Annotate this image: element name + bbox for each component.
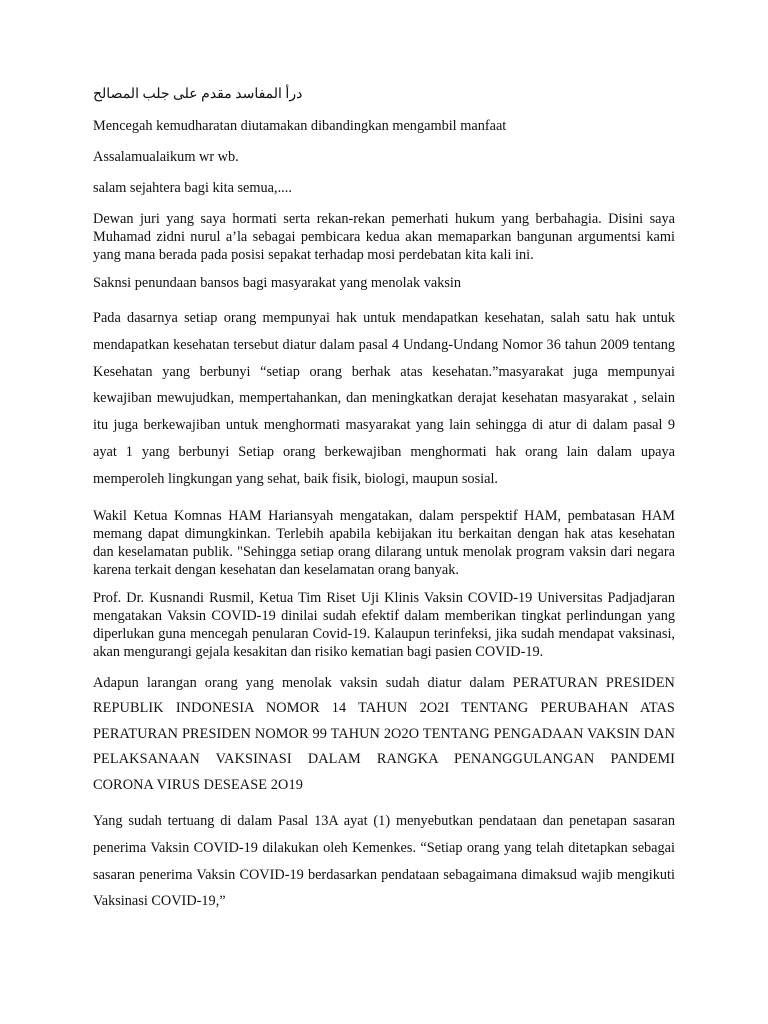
kusnandi-paragraph: Prof. Dr. Kusnandi Rusmil, Ketua Tim Riset Uji Klinis Vaksin COVID-19 Universitas Padjadjaran mengatakan Vaksin COVID-19 dinilai sudah efektif dalam memberikan tingkat perlindungan yang diperlukan guna mencegah penularan Covid-19. Kalaupun terinfeksi, jika sudah mendapat vaksinasi, akan mengurangi gejala kesakitan dan risiko kematian bagi pasien COVID-19. (93, 589, 675, 660)
translation-line: Mencegah kemudharatan diutamakan dibandingkan mengambil manfaat (93, 118, 507, 134)
pasal-13a-paragraph: Yang sudah tertuang di dalam Pasal 13A ayat (1) menyebutkan pendataan dan penetapan sasaran penerima Vaksin COVID-19 dilakukan oleh Kemenkes. “Setiap orang yang telah ditetapkan sebagai sasaran penerima Vaksin COVID-19 berdasarkan pendataan sebagaimana dimaksud wajib mengikuti Vaksinasi COVID-19,” (93, 813, 675, 910)
komnas-ham-paragraph: Wakil Ketua Komnas HAM Hariansyah mengatakan, dalam perspektif HAM, pembatasan HAM memang dapat dimungkinkan. Terlebih apabila kebijakan itu berkaitan dengan hak atas kesehatan dan keselamatan publik. "Sehingga setiap orang dilarang untuk menolak program vaksin dari negara karena terkait dengan kesehatan dan keselamatan orang banyak. (93, 507, 675, 578)
arabic-heading: درأ المفاسد مقدم على جلب المصالح (93, 87, 303, 102)
greeting-line: Assalamualaikum wr wb. (93, 149, 239, 165)
perpres-paragraph: Adapun larangan orang yang menolak vaksin sudah diatur dalam PERATURAN PRESIDEN REPUBLIK INDONESIA NOMOR 14 TAHUN 2O2I TENTANG PERUBAHAN ATAS PERATURAN PRESIDEN NOMOR 99 TAHUN 2O2O TENTANG PENGADAAN VAKSIN DAN PELAKSANAAN VAKSINASI DALAM RANGKA PENANGGULANGAN PANDEMI CORONA VIRUS DESEASE 2O19 (93, 674, 675, 793)
opening-paragraph: Dewan juri yang saya hormati serta rekan-rekan pemerhati hukum yang berbahagia. Disini saya Muhamad zidni nurul a’la sebagai pembicara kedua akan memaparkan bangunan argumentsi kami yang mana berada pada posisi sepakat terhadap mosi perdebatan kita kali ini. (93, 211, 675, 263)
health-rights-paragraph: Pada dasarnya setiap orang mempunyai hak untuk mendapatkan kesehatan, salah satu hak untuk mendapatkan kesehatan tersebut diatur dalam pasal 4 Undang-Undang Nomor 36 tahun 2009 tentang Kesehatan yang berbunyi “setiap orang berhak atas kesehatan.”masyarakat juga mempunyai kewajiban mewujudkan, mempertahankan, dan meningkatkan derajat kesehatan masyarakat , selain itu juga berkewajiban untuk menghormati masyarakat yang lain sehingga di atur di dalam pasal 9 ayat 1 yang berbunyi Setiap orang berkewajiban menghormati hak orang lain dalam upaya memperoleh lingkungan yang sehat, baik fisik, biologi, maupun sosial. (93, 310, 675, 487)
salutation-line: salam sejahtera bagi kita semua,.... (93, 180, 292, 196)
topic-line: Saknsi penundaan bansos bagi masyarakat yang menolak vaksin (93, 275, 462, 291)
